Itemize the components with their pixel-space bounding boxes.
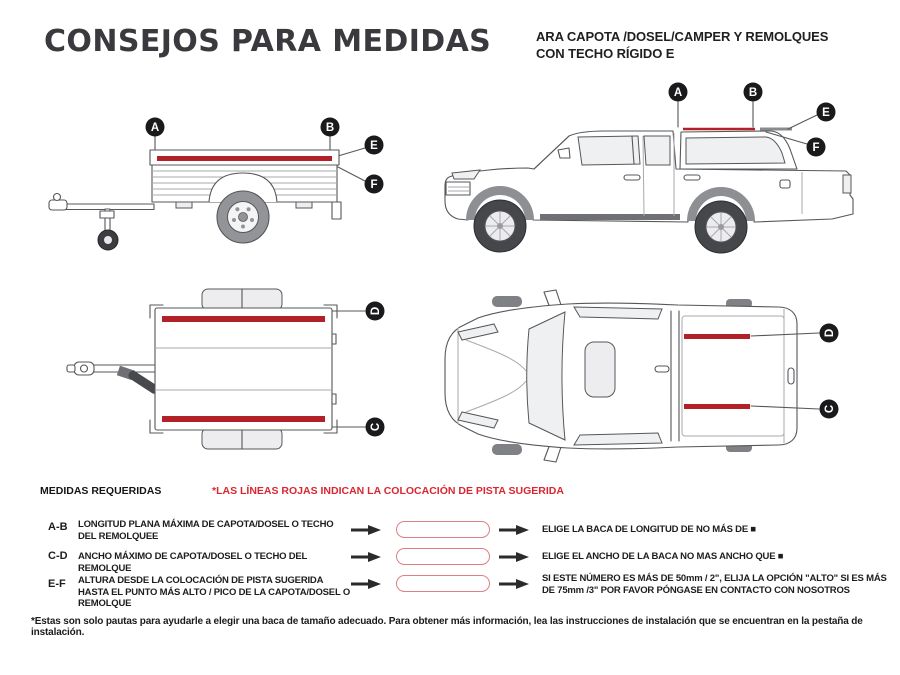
svg-text:A: A: [673, 87, 683, 99]
svg-text:A: A: [150, 122, 160, 134]
label-f-marker: [807, 138, 826, 157]
label-a-marker: [669, 83, 688, 102]
measurement-entry-pill-cd: [396, 548, 490, 565]
label-d-marker: [366, 302, 385, 321]
label-d-marker: [820, 324, 839, 343]
arrow-right-icon: [351, 578, 381, 590]
svg-text:F: F: [370, 179, 378, 191]
label-e-marker: [817, 103, 836, 122]
truck-canopy: [680, 129, 797, 169]
svg-text:B: B: [325, 122, 335, 134]
svg-text:E: E: [370, 140, 378, 152]
label-b-marker: [744, 83, 763, 102]
label-b-marker: [321, 118, 340, 137]
suggested-track-line: [157, 156, 332, 161]
measure-description-ef: ALTURA DESDE LA COLOCACIÓN DE PISTA SUGERIDA HASTA EL PUNTO MÁS ALTO / PICO DE LA CAPOTA/DOSEL O REMOLQUE: [78, 575, 351, 609]
page-subtitle: [536, 28, 881, 62]
trailer-top-view-diagram: [38, 278, 388, 473]
trailer-wheel: [209, 173, 277, 243]
label-f-marker: [365, 175, 384, 194]
svg-text:C: C: [370, 422, 382, 432]
svg-text:E: E: [822, 107, 830, 119]
truck-side-view-diagram: [428, 78, 868, 263]
trailer-drawbar: [67, 362, 160, 395]
svg-text:C: C: [824, 404, 836, 414]
svg-text:D: D: [824, 328, 836, 338]
label-e-marker: [365, 136, 384, 155]
measure-recommendation-cd: ELIGE EL ANCHO DE LA BACA NO MAS ANCHO QUE ■: [542, 551, 784, 562]
subtitle-line-1: ARA CAPOTA /DOSEL/CAMPER Y REMOLQUES: [536, 29, 829, 44]
measurement-entry-pill-ab: [396, 521, 490, 538]
measure-recommendation-ef: SI ESTE NÚMERO ES MÁS DE 50mm / 2", ELIJA LA OPCIÓN "ALTO" SI ES MÁS DE 75mm /3" POR FAVOR PÓNGASE EN CONTACTO CON NOSOTROS: [542, 573, 887, 596]
trailer-drawbar: [49, 194, 154, 251]
measurement-entry-pill-ef: [396, 575, 490, 592]
measure-description-ab: LONGITUD PLANA MÁXIMA DE CAPOTA/DOSEL O TECHO DEL REMOLQUEE: [78, 519, 334, 542]
suggested-track-line: [162, 316, 325, 322]
trailer-box-top: [150, 305, 337, 433]
arrow-right-icon: [351, 524, 381, 536]
svg-text:F: F: [812, 142, 820, 154]
red-lines-note: *LAS LÍNEAS ROJAS INDICAN LA COLOCACIÓN DE PISTA SUGERIDA: [212, 485, 564, 497]
suggested-track-line: [162, 416, 325, 422]
arrow-right-icon: [499, 524, 529, 536]
svg-text:D: D: [370, 306, 382, 316]
suggested-track-line: [684, 404, 750, 409]
arrow-right-icon: [499, 551, 529, 563]
label-a-marker: [146, 118, 165, 137]
footer-note: *Estas son solo pautas para ayudarle a elegir una baca de tamaño adecuado. Para obtener más información, lea las instrucciones de instalación que se encuentran en la pestaña de instalación.: [31, 616, 863, 638]
suggested-track-line: [684, 334, 750, 339]
label-c-marker: [820, 400, 839, 419]
svg-text:B: B: [748, 87, 758, 99]
measure-key-ab: A-B: [48, 521, 68, 533]
trailer-side-view-diagram: [30, 88, 390, 268]
measure-key-cd: C-D: [48, 550, 68, 562]
measure-recommendation-ab: ELIGE LA BACA DE LONGITUD DE NO MÁS DE ■: [542, 524, 756, 535]
measures-heading: MEDIDAS REQUERIDAS: [40, 485, 162, 497]
truck-top-view-diagram: [428, 278, 868, 473]
arrow-right-icon: [351, 551, 381, 563]
page-title: CONSEJOS PARA MEDIDAS: [44, 24, 492, 59]
trailer-leader-lines: [332, 311, 365, 427]
measure-description-cd: ANCHO MÁXIMO DE CAPOTA/DOSEL O TECHO DEL REMOLQUE: [78, 551, 307, 574]
label-c-marker: [366, 418, 385, 437]
subtitle-line-2: CON TECHO RÍGIDO E: [536, 46, 675, 61]
arrow-right-icon: [499, 578, 529, 590]
truck-top-body: [445, 303, 797, 449]
measure-key-ef: E-F: [48, 578, 66, 590]
